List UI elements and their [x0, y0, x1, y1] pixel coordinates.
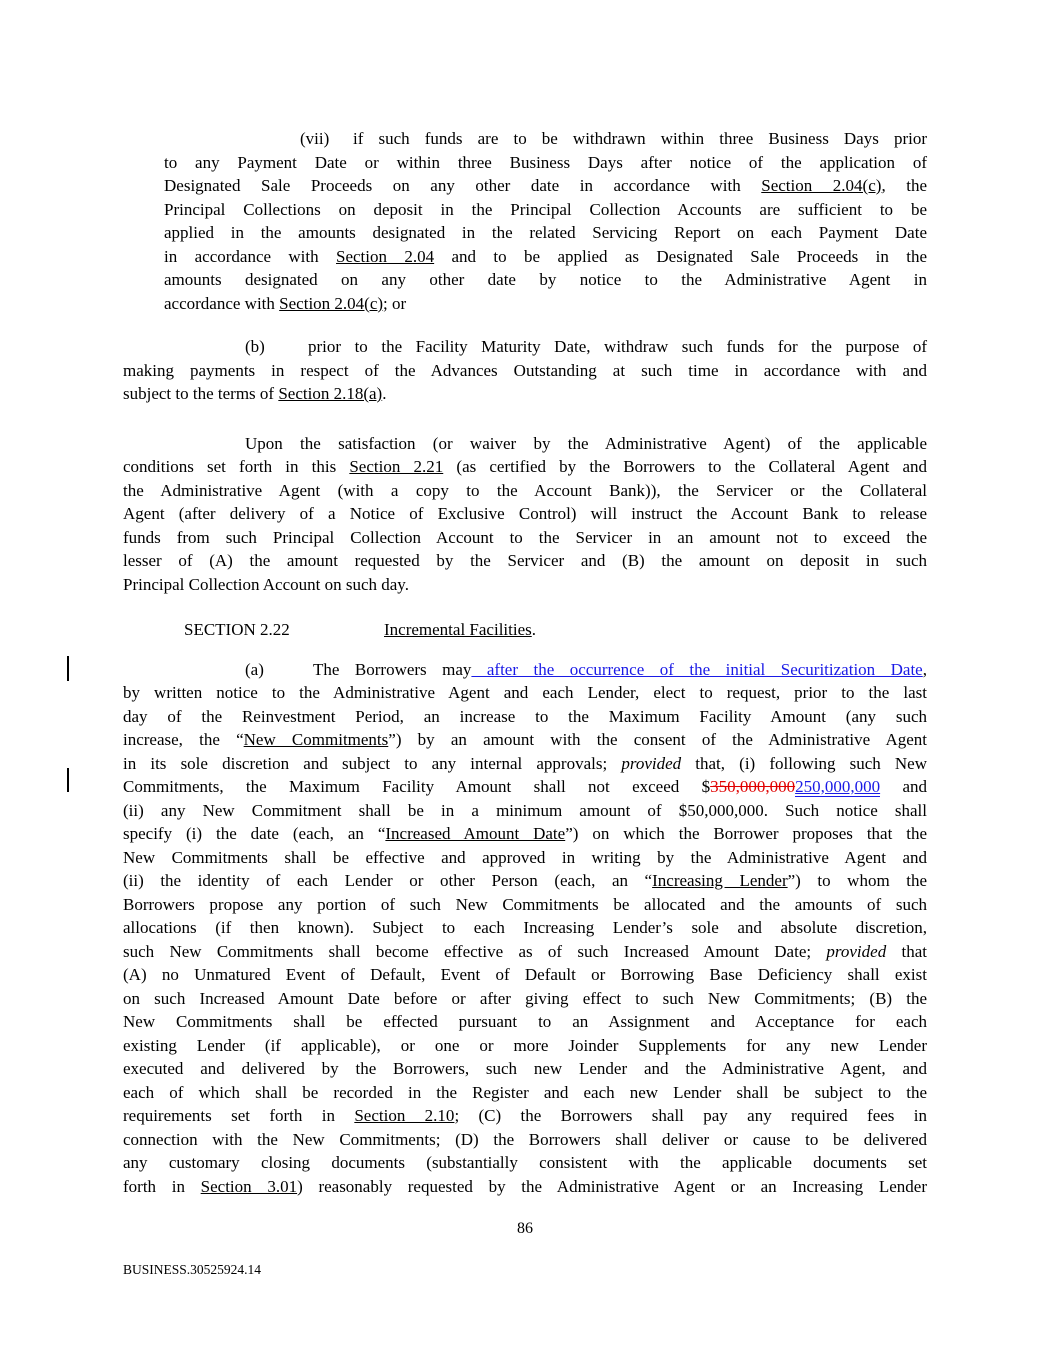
text-segment: increase, the “	[123, 730, 244, 749]
text-line	[164, 268, 927, 292]
text-segment: The Borrowers may	[313, 659, 472, 679]
text-line	[164, 174, 927, 198]
inserted-text: 250,000,000	[795, 777, 881, 796]
text-segment: allocations (if then known). Subject to each Increasing Lender’s sole and absolute discretion,	[123, 918, 927, 937]
text-segment: Borrowers propose any portion of such New Commitments be allocated and the amounts of such	[123, 894, 927, 914]
inserted-text: after the occurrence of the initial Securitization Date	[471, 659, 923, 679]
underlined-reference: Section 3.01	[200, 1176, 298, 1196]
text-line	[123, 705, 927, 729]
text-segment: (as certified by the Borrowers to the Collateral Agent and	[443, 457, 927, 476]
text-segment: (a)	[245, 659, 264, 679]
change-bar	[67, 656, 69, 681]
text-line	[123, 940, 927, 964]
text-segment: executed and delivered by the Borrowers, such new Lender and the Administrative Agent, and	[123, 1059, 927, 1078]
underlined-reference: Section 2.18(a)	[278, 384, 383, 403]
text-segment: (ii) any New Commitment shall be in a minimum amount of $50,000,000. Such notice shall	[123, 800, 927, 820]
text-line	[164, 292, 927, 316]
text-segment: .	[531, 620, 536, 639]
text-segment: ”) to whom the	[787, 871, 927, 890]
text-segment: (vii)	[300, 129, 330, 148]
text-line	[123, 963, 927, 987]
text-line	[123, 359, 927, 383]
text-segment: and to be applied as Designated Sale Proceeds in the	[434, 246, 927, 266]
text-line	[123, 799, 927, 823]
text-line	[123, 1081, 927, 1105]
document-body	[123, 127, 927, 1198]
text-line	[123, 502, 927, 526]
text-segment: ; (C) the Borrowers shall pay any required fees in	[454, 1106, 927, 1125]
text-line	[123, 1104, 927, 1128]
text-line	[123, 455, 927, 479]
text-line	[123, 432, 927, 456]
text-line	[123, 335, 927, 359]
text-segment: any customary closing documents (substantially consistent with the applicable documents set	[123, 1153, 927, 1172]
text-line	[123, 728, 927, 752]
text-segment: ) reasonably requested by the Administrative Agent or an Increasing Lender	[297, 1176, 927, 1196]
text-line	[123, 869, 927, 893]
underlined-reference: Section 2.04(c)	[761, 176, 882, 195]
text-line	[164, 151, 927, 175]
text-line	[123, 1151, 927, 1175]
text-segment: forth in	[123, 1176, 201, 1196]
text-segment: Upon the satisfaction (or waiver by the Administrative Agent) of the applicable	[245, 433, 927, 453]
text-segment: and	[880, 777, 927, 796]
text-segment: in accordance with	[164, 246, 337, 266]
text-line	[123, 382, 927, 406]
text-segment: making payments in respect of the Advances Outstanding at such time in accordance with and	[123, 360, 927, 380]
underlined-reference: Section 2.04(c)	[279, 293, 384, 313]
underlined-reference: Increased Amount Date	[385, 824, 566, 843]
text-segment: lesser of (A) the amount requested by the Servicer and (B) the amount on deposit in such	[123, 551, 927, 570]
text-segment: existing Lender (if applicable), or one or more Joinder Supplements for any new Lender	[123, 1035, 927, 1055]
text-segment: funds from such Principal Collection Account to the Servicer in an amount not to exceed the	[123, 527, 927, 547]
text-line	[123, 916, 927, 940]
paragraph-upon-satisfaction	[123, 432, 927, 597]
document-id-footer: BUSINESS.30525924.14	[123, 1262, 262, 1277]
text-segment: that, (i) following such New	[681, 753, 927, 773]
text-line	[123, 681, 927, 705]
underlined-reference: Section 2.21	[349, 457, 444, 476]
text-line	[123, 846, 927, 870]
text-segment: by written notice to the Administrative Agent and each Lender, elect to request, prior to the last	[123, 683, 927, 702]
text-line	[123, 987, 927, 1011]
text-segment: conditions set forth in this	[123, 457, 350, 476]
underlined-reference: Section 2.10	[354, 1106, 455, 1125]
text-segment: SECTION 2.22	[184, 620, 290, 639]
paragraph-b	[123, 335, 927, 406]
deleted-text: 350,000,000	[710, 777, 796, 796]
text-line	[123, 658, 927, 682]
text-segment: that	[886, 941, 927, 961]
text-segment: provided	[621, 753, 682, 773]
text-line	[123, 822, 927, 846]
paragraph-vii	[164, 127, 927, 315]
text-segment: applied in the amounts designated in the related Servicing Report on each Payment Date	[164, 223, 927, 242]
text-segment: on such Increased Amount Date before or after giving effect to such New Commitments; (B) the	[123, 988, 927, 1008]
text-segment: ”) by an amount with the consent of the Administrative Agent	[388, 730, 927, 749]
text-segment: if such funds are to be withdrawn within three Business Days prior	[353, 129, 927, 148]
text-line	[164, 221, 927, 245]
text-line	[123, 573, 927, 597]
text-segment: to any Payment Date or within three Business Days after notice of the application of	[164, 152, 927, 172]
text-segment: day of the Reinvestment Period, an increase to the Maximum Facility Amount (any such	[123, 706, 927, 726]
text-segment: specify (i) the date (each, an “	[123, 824, 386, 843]
underlined-reference: New Commitments	[243, 730, 389, 749]
text-segment: connection with the New Commitments; (D) the Borrowers shall deliver or cause to be delivered	[123, 1129, 927, 1149]
text-line	[164, 198, 927, 222]
text-segment: accordance with	[164, 293, 280, 313]
change-bar	[67, 768, 69, 792]
text-segment: , the	[881, 176, 928, 195]
text-line	[164, 245, 927, 269]
text-segment: ; or	[383, 293, 407, 313]
text-line	[123, 1175, 927, 1199]
text-segment: New Commitments shall be effective and approved in writing by the Administrative Agent and	[123, 847, 927, 867]
text-segment: provided	[826, 941, 887, 961]
text-segment: Designated Sale Proceeds on any other date in accordance with	[164, 176, 762, 195]
text-segment: the Administrative Agent (with a copy to the Account Bank)), the Servicer or the Collateral	[123, 480, 927, 500]
text-segment: .	[382, 384, 387, 403]
underlined-reference: Increasing Lender	[652, 871, 788, 890]
text-segment: amounts designated on any other date by notice to the Administrative Agent in	[164, 270, 927, 289]
text-line	[123, 549, 927, 573]
text-segment: Principal Collection Account on such day.	[123, 574, 409, 594]
text-line	[123, 1034, 927, 1058]
text-segment: (ii) the identity of each Lender or other Person (each, an “	[123, 871, 653, 890]
text-segment: (A) no Unmatured Event of Default, Event of Default or Borrowing Base Deficiency shall exist	[123, 965, 927, 984]
text-segment: ”) on which the Borrower proposes that the	[565, 824, 928, 843]
text-line	[123, 775, 927, 799]
text-line	[123, 1010, 927, 1034]
text-segment: requirements set forth in	[123, 1106, 355, 1125]
text-line	[123, 752, 927, 776]
text-segment: prior to the Facility Maturity Date, withdraw such funds for the purpose of	[308, 337, 927, 356]
text-segment: ,	[922, 659, 927, 679]
text-segment: Agent (after delivery of a Notice of Exclusive Control) will instruct the Account Bank to release	[123, 504, 927, 523]
page-number: 86	[517, 1220, 533, 1237]
text-segment: Commitments, the Maximum Facility Amount shall not exceed $	[123, 777, 711, 796]
text-segment: each of which shall be recorded in the Register and each new Lender shall be subject to the	[123, 1082, 927, 1102]
text-line	[123, 479, 927, 503]
text-segment: New Commitments shall be effected pursuant to an Assignment and Acceptance for each	[123, 1012, 927, 1031]
text-line	[123, 1057, 927, 1081]
underlined-reference: Incremental Facilities	[384, 620, 532, 639]
text-segment: such New Commitments shall become effective as of such Increased Amount Date;	[123, 941, 827, 961]
paragraph-a	[123, 658, 927, 1199]
text-line	[123, 1128, 927, 1152]
text-line	[123, 893, 927, 917]
underlined-reference: Section 2.04	[336, 246, 435, 266]
text-segment: (b)	[245, 337, 265, 356]
text-segment: Principal Collections on deposit in the Principal Collection Accounts are sufficient to be	[164, 199, 927, 219]
text-segment: in its sole discretion and subject to any internal approvals;	[123, 753, 622, 773]
text-line	[184, 618, 927, 642]
text-line	[164, 127, 927, 151]
section-heading-2-22	[184, 618, 927, 642]
text-segment: subject to the terms of	[123, 384, 279, 403]
text-line	[123, 526, 927, 550]
